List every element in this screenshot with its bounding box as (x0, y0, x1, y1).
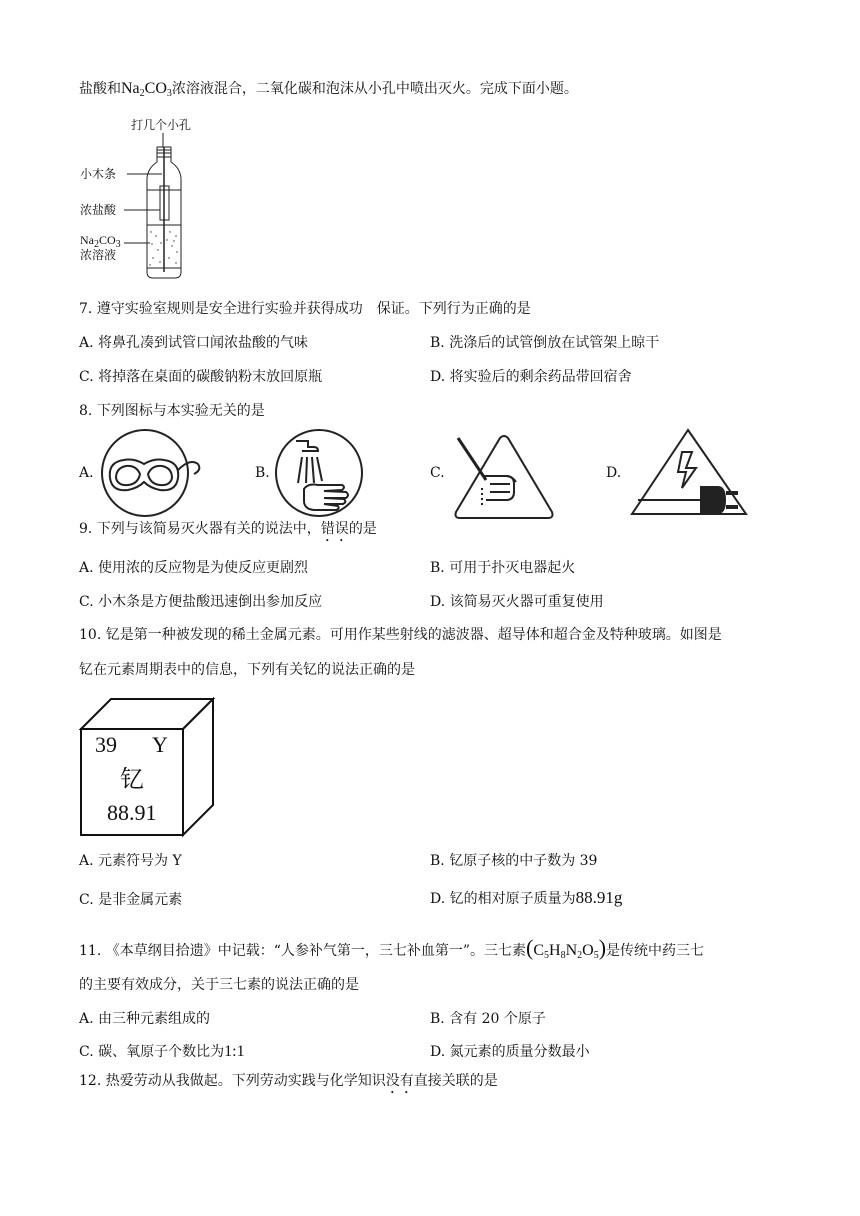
q9-option-d[interactable]: D. 该简易灭火器可重复使用 (430, 594, 604, 610)
q9-option-b[interactable]: B. 可用于扑灭电器起火 (430, 560, 576, 576)
q7-stem: 7. 遵守实验室规则是安全进行实验并获得成功 保证。下列行为正确的是 (79, 301, 531, 317)
element-symbol: Y (152, 732, 168, 757)
q8-option-b[interactable]: B. (255, 465, 270, 481)
intro-post: 浓溶液混合，二氧化碳和泡沫从小孔中喷出灭火。完成下面小题。 (171, 81, 578, 97)
hot-object-warning-icon (452, 432, 562, 532)
q11-option-c[interactable]: C. 碳、氧原子个数比为1:1 (79, 1043, 245, 1060)
q10-mass-value: 88.91g (575, 888, 623, 907)
electric-hazard-icon (630, 428, 750, 518)
element-atomic-mass: 88.91 (107, 800, 157, 825)
q11-stem-line2: 的主要有效成分，关于三七素的说法正确的是 (79, 977, 359, 993)
q11-stem-line1: 11. 《本草纲目拾遗》中记载：“人参补气第一，三七补血第一”。三七素$(C_5H_8N_2O_5)$是传统中药三七 (79, 935, 705, 961)
bottle-svg (0, 0, 860, 300)
q8-option-a[interactable]: A. (79, 465, 94, 481)
intro-pre: 盐酸和 (79, 81, 121, 97)
diagram-label-stick: 小木条 (80, 167, 117, 181)
q8-option-c[interactable]: C. (430, 465, 445, 481)
q10-option-c[interactable]: C. 是非金属元素 (79, 892, 183, 908)
q11-option-a[interactable]: A. 由三种元素组成的 (79, 1011, 211, 1027)
q9-stem: 9. 下列与该简易灭火器有关的说法中，错误的是 (79, 521, 377, 537)
diagram-label-na2co3: $Na_2CO_3$ (80, 233, 121, 250)
q7-option-c[interactable]: C. 将掉落在桌面的碳酸钠粉末放回原瓶 (79, 369, 323, 385)
q10-stem-line2: 钇在元素周期表中的信息，下列有关钇的说法正确的是 (79, 662, 415, 678)
q7-option-b[interactable]: B. 洗涤后的试管倒放在试管架上晾干 (430, 335, 660, 351)
diagram-label-solution: 浓溶液 (80, 248, 117, 262)
q9-option-c[interactable]: C. 小木条是方便盐酸迅速倒出参加反应 (79, 594, 323, 610)
q10-option-b[interactable]: B. 钇原子核的中子数为 39 (430, 853, 598, 869)
q12-emphasis: 没有 (385, 1073, 414, 1089)
element-atomic-number: 39 (95, 732, 117, 757)
intro-formula: $Na_2CO_3$ (121, 80, 172, 99)
element-name: 钇 (120, 765, 144, 793)
diagram-label-holes: 打几个小孔 (131, 118, 192, 132)
q10-option-d[interactable]: D. 钇的相对原子质量为88.91g (430, 888, 623, 907)
q10-stem-line1: 10. 钇是第一种被发现的稀土金属元素。可用作某些射线的滤波器、超导体和超合金及特种玻璃。如图是 (79, 627, 722, 643)
q11-ratio-value: 1:1 (224, 1043, 245, 1060)
q12-stem: 12. 热爱劳动从我做起。下列劳动实践与化学知识没有直接关联的是 (79, 1073, 498, 1089)
q10-option-a[interactable]: A. 元素符号为 Y (79, 853, 182, 869)
diagram-label-acid: 浓盐酸 (80, 203, 117, 217)
goggles-icon (98, 428, 218, 518)
q11-formula: $C_5H_8N_2O_5$ (533, 942, 599, 961)
q9-emphasis: 错误 (320, 521, 349, 537)
q9-option-a[interactable]: A. 使用浓的反应物是为使反应更剧烈 (79, 560, 309, 576)
q8-option-d[interactable]: D. (606, 465, 622, 481)
q8-stem: 8. 下列图标与本实验无关的是 (79, 403, 265, 419)
q7-option-d[interactable]: D. 将实验后的剩余药品带回宿舍 (430, 369, 632, 385)
q11-option-b[interactable]: B. 含有 20 个原子 (430, 1011, 546, 1027)
q11-option-d[interactable]: D. 氮元素的质量分数最小 (430, 1044, 590, 1060)
hand-wash-icon (274, 427, 374, 527)
q7-option-a[interactable]: A. 将鼻孔凑到试管口闻浓盐酸的气味 (79, 335, 309, 351)
